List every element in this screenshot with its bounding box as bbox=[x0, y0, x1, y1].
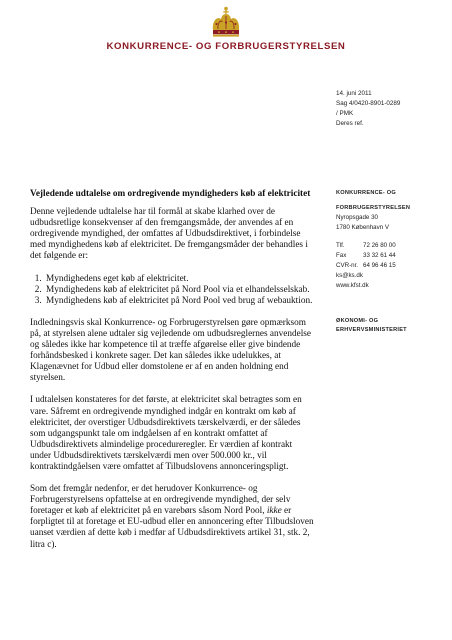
paragraph-text-part: Som det fremgår nedenfor, er det herudover Konkurrence- og Forbrugerstyrelsens opfattelse at en ordregivende myndighed, der selv foretager et køb af elektricitet på en varebørs såsom Nord Pool, bbox=[30, 484, 291, 517]
disclaimer-paragraph: Indledningsvis skal Konkurrence- og Forbrugerstyrelsen gøre opmærksom på, at styrelsen alene udtaler sig vejledende om udbudsreglernes anvendelse og således ikke har kompetence til at træffe afgørelse eller give bindende forhåndsbesked i konkrete sager. Det kan således ikke udelukkes, at Klagenævnet for Udbud eller domstolene er af en anden holdning end styrelsen. bbox=[30, 317, 311, 384]
agency-logo bbox=[0, 6, 452, 52]
phone-value: 72 26 80 00 bbox=[363, 242, 396, 249]
letter-meta bbox=[336, 89, 400, 129]
website-url: www.kfst.dk bbox=[336, 282, 369, 289]
letter-body bbox=[30, 189, 314, 562]
phone-label: Tlf. bbox=[336, 242, 345, 249]
ministry-line2: ERHVERVSMINISTERIET bbox=[336, 327, 407, 333]
cvr-row bbox=[336, 261, 446, 271]
fax-row bbox=[336, 251, 446, 261]
city-address: 1780 København V bbox=[336, 224, 389, 231]
list-item: 2. Myndighedens køb af elektricitet på Nord Pool via et elhandelsselskab. bbox=[44, 285, 314, 296]
phone-row bbox=[336, 241, 446, 251]
list-item: 3. Myndighedens køb af elektricitet på Nord Pool ved brug af webauktion. bbox=[44, 296, 314, 307]
case-reference: Sag 4/0420-8901-0289 bbox=[336, 100, 401, 107]
ministry-line1: ØKONOMI- OG bbox=[336, 318, 379, 324]
document-title: Vejledende udtalelse om ordregivende myndigheders køb af elektricitet bbox=[30, 189, 311, 199]
procedure-list bbox=[30, 274, 314, 307]
list-item: 1. Myndighedens eget køb af elektricitet. bbox=[44, 274, 314, 285]
emphasis-text: ikke bbox=[266, 506, 282, 517]
email-address: ks@ks.dk bbox=[336, 272, 363, 279]
org-name-line2: FORBRUGERSTYRELSEN bbox=[336, 205, 411, 211]
intro-paragraph: Denne vejledende udtalelse har til formål at skabe klarhed over de udbudsretlige konsekvenser af den fremgangsmåde, der anvendes af en ordregivende myndighed, der omfattes af Udbudsdirektivet, i forbindelse med myndighedens køb af elektricitet. De fremgangsmåder der behandles i det følgende er: bbox=[30, 207, 308, 262]
exchange-purchase-paragraph bbox=[30, 484, 314, 551]
fax-label: Fax bbox=[336, 252, 347, 259]
initials: / PMK bbox=[336, 110, 354, 117]
agency-name: KONKURRENCE- OG FORBRUGERSTYRELSEN bbox=[106, 41, 346, 52]
your-reference: Deres ref. bbox=[336, 120, 364, 127]
contact-sidebar bbox=[336, 189, 446, 335]
fax-value: 33 32 61 44 bbox=[363, 252, 396, 259]
letter-date: 14. juni 2011 bbox=[336, 90, 372, 97]
street-address: Nyropsgade 30 bbox=[336, 214, 378, 221]
royal-crown-icon bbox=[208, 6, 244, 40]
electricity-as-goods-paragraph: I udtalelsen konstateres for det første, at elektricitet skal betragtes som en vare. Såfremt en ordregivende myndighed indgår en kontrakt om køb af elektricitet, der overstiger Udbudsdirektivets tærskelværdi, er der således som udgangspunkt tale om indgåelsen af en kontrakt omfattet af Udbudsdirektivets almindelige procedureregler. Er værdien af kontrakt under Udbudsdirektivets tærskelværdi men over 500.000 kr., vil kontraktindgåelsen være omfattet af Tilbudslovens annonceringspligt. bbox=[30, 395, 302, 472]
paragraph-text-part: er forpligtet til at foretage et EU-udbud eller en annoncering efter Tilbudsloven uanset værdien af dette køb i medfør af Udbudsdirektivets artikel 31, stk. 2, litra c). bbox=[30, 506, 314, 550]
cvr-label: CVR-nr. bbox=[336, 262, 359, 269]
cvr-value: 64 96 46 15 bbox=[363, 262, 396, 269]
org-name-line1: KONKURRENCE- OG bbox=[336, 190, 396, 196]
